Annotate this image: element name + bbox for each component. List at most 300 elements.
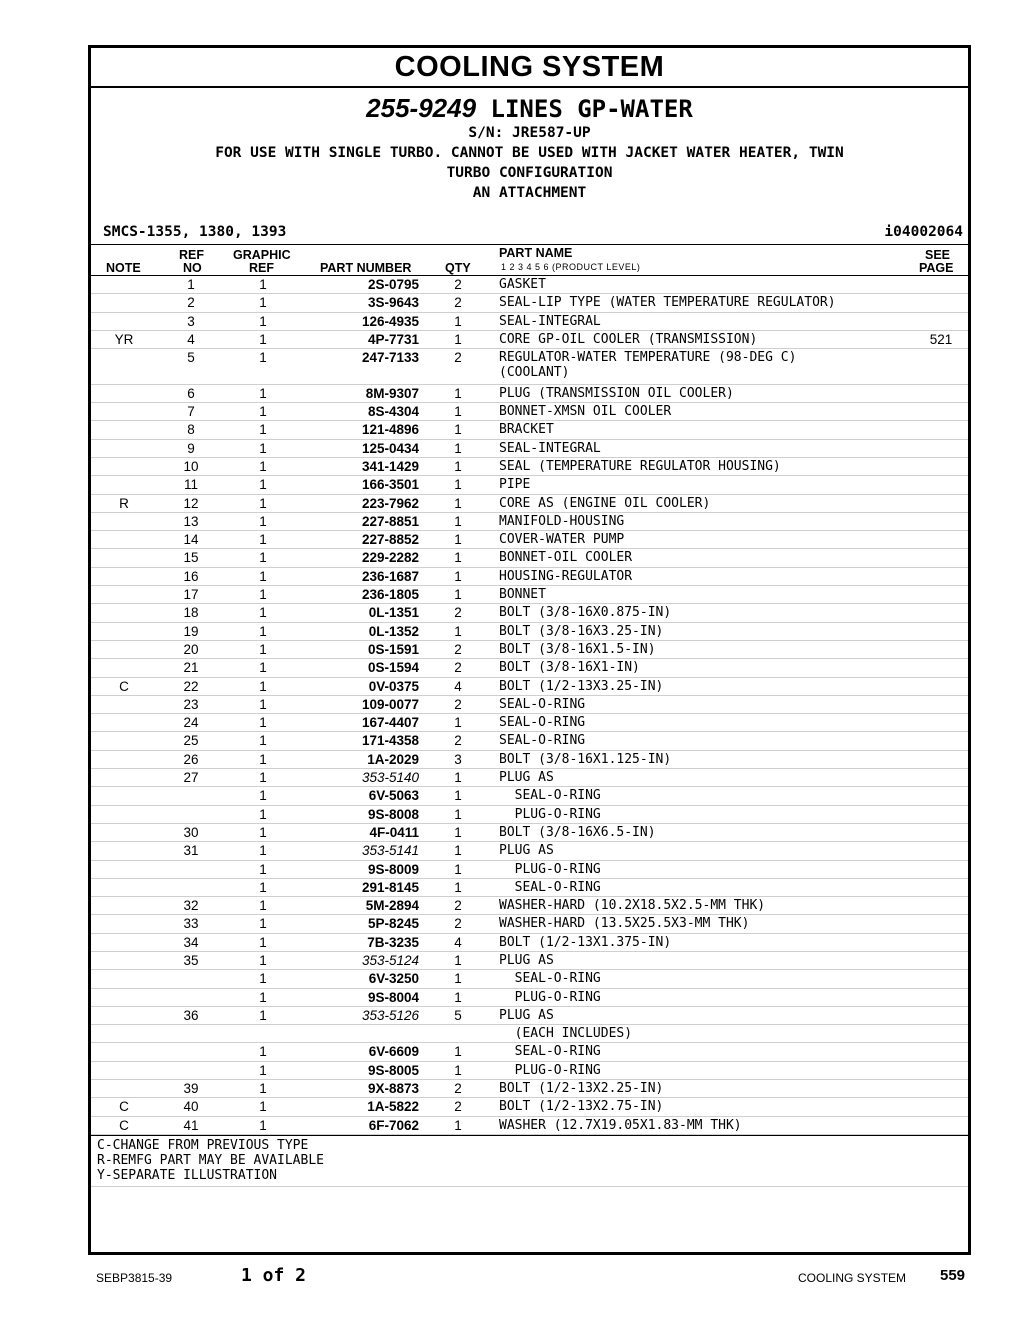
part-name-cell: SEAL-O-RING [499, 715, 586, 731]
table-row [91, 1080, 968, 1098]
part-name-continuation: (COOLANT) [499, 365, 570, 381]
ref-no-cell: 27 [183, 770, 199, 786]
table-row [91, 440, 968, 458]
ref-no-cell: 25 [183, 733, 199, 749]
part-name-cell: BOLT (1/2-13X2.25-IN) [499, 1081, 664, 1097]
graphic-ref-cell: 1 [259, 1044, 267, 1060]
notes-legend [91, 1135, 968, 1187]
qty-cell: 1 [454, 1062, 462, 1078]
graphic-ref-cell: 1 [259, 660, 267, 676]
ref-no-cell: 33 [183, 916, 199, 932]
table-row [91, 458, 968, 476]
ref-no-cell: 21 [183, 660, 199, 676]
col-note: NOTE [106, 261, 141, 275]
table-row [91, 294, 968, 312]
col-gref-bottom: REF [249, 261, 274, 275]
col-qty: QTY [445, 261, 471, 275]
col-see-bottom: PAGE [919, 261, 954, 275]
table-row [91, 897, 968, 915]
ref-no-cell: 10 [183, 458, 199, 474]
part-number-cell: 353-5126 [361, 1007, 419, 1023]
ref-no-cell: 1 [187, 277, 195, 292]
part-name-cell: SEAL-LIP TYPE (WATER TEMPERATURE REGULATOR) [499, 295, 836, 311]
column-headers [91, 245, 968, 276]
qty-cell: 2 [454, 350, 462, 366]
ref-no-cell: 35 [183, 952, 199, 968]
qty-cell: 1 [454, 971, 462, 987]
part-number-cell: 229-2282 [361, 550, 419, 566]
qty-cell: 1 [454, 404, 462, 420]
ref-no-cell: 8 [187, 422, 195, 438]
part-name-cell: PLUG-O-RING [499, 989, 601, 1005]
part-name-cell: PLUG AS [499, 843, 554, 859]
part-number-cell: 0V-0375 [368, 678, 419, 694]
qty-cell: 3 [454, 751, 462, 767]
ref-no-cell: 26 [183, 751, 199, 767]
graphic-ref-cell: 1 [259, 934, 267, 950]
graphic-ref-cell: 1 [259, 532, 267, 548]
part-number-cell: 9S-8004 [367, 989, 419, 1005]
ref-no-cell: 12 [183, 495, 199, 511]
ref-no-cell: 34 [183, 934, 199, 950]
qty-cell: 1 [454, 824, 462, 840]
part-name-cell: WASHER-HARD (10.2X18.5X2.5-MM THK) [499, 898, 766, 914]
graphic-ref-cell: 1 [259, 1099, 267, 1115]
graphic-ref-cell: 1 [259, 458, 267, 474]
table-row [91, 934, 968, 952]
table-row [91, 403, 968, 421]
graphic-ref-cell: 1 [259, 898, 267, 914]
qty-cell: 2 [454, 277, 462, 292]
table-row [91, 952, 968, 970]
part-number-cell: 125-0434 [361, 440, 419, 456]
part-number-cell: 353-5141 [361, 843, 419, 859]
part-number-cell: 6V-3250 [368, 971, 419, 987]
table-row [91, 751, 968, 769]
table-row [91, 331, 968, 349]
qty-cell: 1 [454, 422, 462, 438]
note-cell: C [119, 678, 129, 694]
part-name-cell: BOLT (3/8-16X3.25-IN) [499, 623, 664, 639]
graphic-ref-cell: 1 [259, 678, 267, 694]
table-row [91, 879, 968, 897]
part-name-cell: PLUG AS [499, 770, 554, 786]
part-name-cell: PIPE [499, 477, 531, 493]
graphic-ref-cell: 1 [259, 843, 267, 859]
ref-no-cell: 4 [187, 331, 195, 347]
part-number-cell: 247-7133 [361, 350, 419, 366]
graphic-ref-cell: 1 [259, 770, 267, 786]
part-name-cell: PLUG-O-RING [499, 861, 601, 877]
graphic-ref-cell: 1 [259, 277, 267, 292]
graphic-ref-cell: 1 [259, 495, 267, 511]
table-row [91, 513, 968, 531]
qty-cell: 1 [454, 331, 462, 347]
note-c: C-CHANGE FROM PREVIOUS TYPE [97, 1137, 309, 1153]
part-number-cell: 9S-8008 [367, 806, 419, 822]
part-name-cell: WASHER-HARD (13.5X25.5X3-MM THK) [499, 916, 750, 932]
footer-section: COOLING SYSTEM [798, 1271, 907, 1285]
note-y: Y-SEPARATE ILLUSTRATION [97, 1167, 278, 1183]
ref-no-cell: 40 [183, 1099, 199, 1115]
graphic-ref-cell: 1 [259, 422, 267, 438]
condition-line-2: TURBO CONFIGURATION [446, 165, 613, 181]
page-footer [0, 1262, 1020, 1292]
part-name-cell: BONNET-XMSN OIL COOLER [499, 404, 672, 420]
part-name-cell: WASHER (12.7X19.05X1.83-MM THK) [499, 1117, 742, 1133]
qty-cell: 1 [454, 843, 462, 859]
note-cell: C [119, 1099, 129, 1115]
part-number-cell: 8S-4304 [367, 404, 419, 420]
part-number-cell: 6F-7062 [368, 1117, 419, 1133]
graphic-ref-cell: 1 [259, 989, 267, 1005]
qty-cell: 1 [454, 952, 462, 968]
part-name-cell: BOLT (1/2-13X3.25-IN) [499, 678, 664, 694]
qty-cell: 1 [454, 879, 462, 895]
table-row [91, 1007, 968, 1025]
part-number-cell: 4F-0411 [369, 824, 419, 840]
part-number-cell: 236-1687 [361, 568, 419, 584]
qty-cell: 2 [454, 916, 462, 932]
table-row [91, 549, 968, 567]
qty-cell: 2 [454, 1081, 462, 1097]
graphic-ref-cell: 1 [259, 715, 267, 731]
note-cell: R [119, 495, 129, 511]
table-row [91, 970, 968, 988]
part-name-cell: SEAL-O-RING [499, 696, 586, 712]
qty-cell: 5 [454, 1007, 462, 1023]
ref-no-cell: 2 [187, 295, 195, 311]
section-title: COOLING SYSTEM [91, 48, 968, 88]
part-number-cell: 236-1805 [361, 587, 419, 603]
ref-no-cell: 24 [183, 715, 199, 731]
table-row [91, 531, 968, 549]
graphic-ref-cell: 1 [259, 623, 267, 639]
qty-cell: 1 [454, 989, 462, 1005]
part-number-cell: 109-0077 [361, 696, 419, 712]
qty-cell: 2 [454, 295, 462, 311]
qty-cell: 1 [454, 568, 462, 584]
graphic-ref-cell: 1 [259, 477, 267, 493]
footer-doc-number: SEBP3815-39 [96, 1271, 173, 1285]
part-name-cell: BOLT (3/8-16X0.875-IN) [499, 605, 672, 621]
qty-cell: 1 [454, 1044, 462, 1060]
table-row [91, 989, 968, 1007]
qty-cell: 1 [454, 861, 462, 877]
table-row [91, 861, 968, 879]
ref-no-cell: 11 [183, 477, 198, 493]
qty-cell: 1 [454, 513, 462, 529]
ref-no-cell: 41 [183, 1117, 199, 1133]
part-number-cell: 341-1429 [361, 458, 419, 474]
qty-cell: 2 [454, 641, 462, 657]
ref-no-cell: 18 [183, 605, 199, 621]
graphic-ref-cell: 1 [259, 952, 267, 968]
part-number-cell: 0S-1591 [367, 641, 419, 657]
graphic-ref-cell: 1 [259, 350, 267, 366]
group-name: LINES GP-WATER [490, 95, 693, 123]
part-name-cell: BOLT (3/8-16X1.125-IN) [499, 751, 672, 767]
graphic-ref-cell: 1 [259, 605, 267, 621]
part-number-cell: 9X-8873 [367, 1081, 419, 1097]
graphic-ref-cell: 1 [259, 331, 267, 347]
table-row [91, 915, 968, 933]
table-row [91, 568, 968, 586]
ref-no-cell: 19 [183, 623, 199, 639]
graphic-ref-cell: 1 [259, 550, 267, 566]
col-ref-bottom: NO [183, 261, 202, 275]
group-title [91, 94, 968, 123]
table-row [91, 641, 968, 659]
note-r: R-REMFG PART MAY BE AVAILABLE [97, 1152, 324, 1168]
part-number-cell: 5M-2894 [365, 898, 419, 914]
part-name-cell: CORE GP-OIL COOLER (TRANSMISSION) [499, 331, 758, 347]
qty-cell: 1 [454, 770, 462, 786]
part-number-cell: 126-4935 [361, 313, 419, 329]
part-number-cell: 9S-8005 [367, 1062, 419, 1078]
part-name-cell: BONNET-OIL COOLER [499, 550, 633, 566]
parts-page-frame [88, 45, 971, 1255]
part-number-cell: 171-4358 [361, 733, 419, 749]
part-name-cell: BOLT (3/8-16X1-IN) [499, 660, 640, 676]
graphic-ref-cell: 1 [259, 440, 267, 456]
table-row [91, 787, 968, 805]
part-number-cell: 0S-1594 [367, 660, 419, 676]
graphic-ref-cell: 1 [259, 824, 267, 840]
part-number-cell: 227-8852 [361, 532, 419, 548]
part-name-cell: PLUG-O-RING [499, 806, 601, 822]
part-number-cell: 166-3501 [361, 477, 419, 493]
footer-page-number: 559 [940, 1267, 966, 1284]
table-row [91, 1117, 968, 1135]
qty-cell: 1 [454, 715, 462, 731]
graphic-ref-cell: 1 [259, 587, 267, 603]
graphic-ref-cell: 1 [259, 1081, 267, 1097]
table-row [91, 385, 968, 403]
part-name-cell: SEAL-O-RING [499, 879, 601, 895]
table-row [91, 806, 968, 824]
graphic-ref-cell: 1 [259, 641, 267, 657]
ref-no-cell: 20 [183, 641, 199, 657]
part-number-cell: 3S-9643 [367, 295, 419, 311]
part-name-cell: SEAL-O-RING [499, 1044, 601, 1060]
part-number-cell: 353-5124 [361, 952, 419, 968]
col-product-level: 1 2 3 4 5 6 (PRODUCT LEVEL) [501, 262, 641, 272]
graphic-ref-cell: 1 [259, 788, 267, 804]
qty-cell: 2 [454, 1099, 462, 1115]
graphic-ref-cell: 1 [259, 1117, 267, 1133]
part-name-cell: BRACKET [499, 422, 554, 438]
part-number-cell: 121-4896 [361, 422, 419, 438]
ref-no-cell: 9 [187, 440, 195, 456]
graphic-ref-cell: 1 [259, 879, 267, 895]
part-name-cell: PLUG AS [499, 952, 554, 968]
table-row [91, 1025, 968, 1043]
graphic-ref-cell: 1 [259, 916, 267, 932]
graphic-ref-cell: 1 [259, 1062, 267, 1078]
ref-no-cell: 22 [183, 678, 199, 694]
graphic-ref-cell: 1 [259, 1007, 267, 1023]
ref-no-cell: 30 [183, 824, 199, 840]
ref-no-cell: 6 [187, 385, 195, 401]
part-name-cell: SEAL-O-RING [499, 788, 601, 804]
part-number-cell: 4P-7731 [367, 331, 419, 347]
part-name-cell: HOUSING-REGULATOR [499, 568, 633, 584]
qty-cell: 1 [454, 313, 462, 329]
ref-no-cell: 23 [183, 696, 199, 712]
part-name-cell: MANIFOLD-HOUSING [499, 513, 625, 529]
ref-no-cell: 32 [183, 898, 199, 914]
graphic-ref-cell: 1 [259, 385, 267, 401]
qty-cell: 2 [454, 660, 462, 676]
qty-cell: 1 [454, 532, 462, 548]
table-row [91, 476, 968, 494]
ref-no-cell: 39 [183, 1081, 199, 1097]
qty-cell: 1 [454, 385, 462, 401]
part-name-cell: (EACH INCLUDES) [499, 1026, 633, 1042]
qty-cell: 1 [454, 623, 462, 639]
graphic-ref-cell: 1 [259, 806, 267, 822]
part-name-cell: SEAL (TEMPERATURE REGULATOR HOUSING) [499, 458, 781, 474]
qty-cell: 1 [454, 1117, 462, 1133]
qty-cell: 2 [454, 696, 462, 712]
ref-no-cell: 14 [183, 532, 199, 548]
part-number-cell: 6V-5063 [368, 788, 419, 804]
part-number-cell: 223-7962 [361, 495, 419, 511]
ref-no-cell: 16 [183, 568, 199, 584]
ref-no-cell: 36 [183, 1007, 199, 1023]
part-name-cell: BOLT (3/8-16X1.5-IN) [499, 641, 656, 657]
table-row [91, 276, 968, 294]
part-name-cell: COVER-WATER PUMP [499, 532, 625, 548]
part-number-cell: 7B-3235 [367, 934, 419, 950]
part-number-cell: 6V-6609 [368, 1044, 419, 1060]
part-name-cell: BONNET [499, 587, 546, 603]
part-number-cell: 291-8145 [361, 879, 419, 895]
condition-line-3: AN ATTACHMENT [472, 185, 587, 201]
table-row [91, 1098, 968, 1116]
parts-table [91, 276, 968, 1135]
smcs-codes: SMCS-1355, 1380, 1393 [103, 224, 287, 240]
graphic-ref-cell: 1 [259, 696, 267, 712]
table-row [91, 842, 968, 860]
group-header [91, 94, 968, 245]
ref-no-cell: 3 [187, 313, 195, 329]
qty-cell: 1 [454, 806, 462, 822]
part-number-cell: 5P-8245 [367, 916, 419, 932]
table-row [91, 313, 968, 331]
table-row [91, 769, 968, 787]
part-name-cell: PLUG-O-RING [499, 1062, 601, 1078]
part-number-cell: 0L-1351 [368, 605, 419, 621]
part-name-cell: PLUG AS [499, 1007, 554, 1023]
condition-line-1: FOR USE WITH SINGLE TURBO. CANNOT BE USED WITH JACKET WATER HEATER, TWIN [215, 145, 844, 161]
part-name-cell: GASKET [499, 277, 546, 292]
part-name-cell: CORE AS (ENGINE OIL COOLER) [499, 495, 711, 511]
part-number-cell: 353-5140 [361, 770, 419, 786]
part-number-cell: 2S-0795 [367, 277, 419, 292]
part-name-cell: BOLT (1/2-13X2.75-IN) [499, 1099, 664, 1115]
graphic-ref-cell: 1 [259, 751, 267, 767]
qty-cell: 1 [454, 788, 462, 804]
table-row [91, 586, 968, 604]
table-row [91, 1062, 968, 1080]
group-part-number: 255-9249 [366, 93, 477, 123]
table-row [91, 623, 968, 641]
table-row [91, 495, 968, 513]
table-row [91, 659, 968, 677]
part-number-cell: 0L-1352 [368, 623, 419, 639]
table-row [91, 824, 968, 842]
qty-cell: 1 [454, 550, 462, 566]
table-row [91, 714, 968, 732]
table-row [91, 349, 968, 385]
col-see-top: SEE [925, 248, 951, 262]
qty-cell: 2 [454, 605, 462, 621]
part-name-cell: SEAL-INTEGRAL [499, 313, 601, 329]
part-name-cell: SEAL-O-RING [499, 971, 601, 987]
qty-cell: 4 [454, 678, 462, 694]
part-name-cell: BOLT (1/2-13X1.375-IN) [499, 934, 672, 950]
part-name-cell: BOLT (3/8-16X6.5-IN) [499, 824, 656, 840]
note-cell: C [119, 1117, 129, 1133]
serial-number: S/N: JRE587-UP [468, 125, 591, 141]
graphic-ref-cell: 1 [259, 861, 267, 877]
graphic-ref-cell: 1 [259, 971, 267, 987]
qty-cell: 1 [454, 477, 462, 493]
ref-no-cell: 17 [183, 587, 199, 603]
part-number-cell: 9S-8009 [367, 861, 419, 877]
part-number-cell: 227-8851 [361, 513, 419, 529]
table-row [91, 732, 968, 750]
part-name-cell: SEAL-INTEGRAL [499, 440, 601, 456]
part-name-cell: SEAL-O-RING [499, 733, 586, 749]
ref-no-cell: 7 [187, 404, 195, 420]
part-name-cell: PLUG (TRANSMISSION OIL COOLER) [499, 385, 734, 401]
graphic-ref-cell: 1 [259, 733, 267, 749]
qty-cell: 1 [454, 440, 462, 456]
part-number-cell: 8M-9307 [365, 385, 419, 401]
see-page-cell: 521 [929, 331, 953, 347]
col-gref-top: GRAPHIC [233, 248, 291, 262]
qty-cell: 1 [454, 458, 462, 474]
part-number-cell: 1A-5822 [367, 1099, 419, 1115]
qty-cell: 4 [454, 934, 462, 950]
qty-cell: 2 [454, 733, 462, 749]
col-part-name: PART NAME [499, 246, 573, 260]
part-name-cell: REGULATOR-WATER TEMPERATURE (98-DEG C) [499, 350, 797, 366]
ref-no-cell: 15 [183, 550, 199, 566]
graphic-ref-cell: 1 [259, 404, 267, 420]
table-row [91, 696, 968, 714]
ref-no-cell: 5 [187, 350, 195, 366]
col-ref-top: REF [179, 248, 204, 262]
part-number-cell: 167-4407 [361, 715, 419, 731]
ref-no-cell: 13 [183, 513, 199, 529]
qty-cell: 1 [454, 495, 462, 511]
table-row [91, 1043, 968, 1061]
illustration-id: i04002064 [884, 224, 963, 240]
graphic-ref-cell: 1 [259, 295, 267, 311]
graphic-ref-cell: 1 [259, 313, 267, 329]
table-row [91, 678, 968, 696]
ref-no-cell: 31 [183, 843, 199, 859]
table-row [91, 604, 968, 622]
note-cell: YR [114, 331, 134, 347]
part-number-cell: 1A-2029 [367, 751, 419, 767]
col-part-number: PART NUMBER [320, 261, 412, 275]
table-row [91, 421, 968, 439]
